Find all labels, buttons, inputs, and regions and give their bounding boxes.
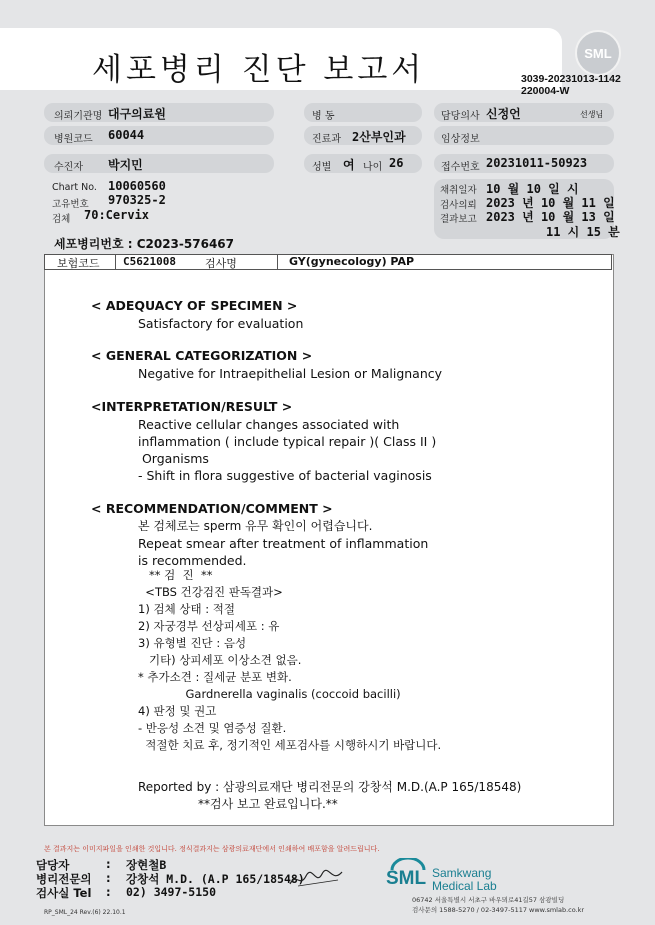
recommendation-line: 기타) 상피세포 이상소견 없음. (138, 653, 302, 667)
signature-image (288, 868, 344, 890)
brand-name-1: Samkwang (432, 866, 492, 880)
specimen-label: 검체 (52, 214, 71, 225)
collect-value: 10 월 10 일 시 (486, 182, 579, 196)
recommendation-line: 3) 유형별 진단 : 음성 (138, 636, 247, 650)
recommendation-line: 4) 판정 및 권고 (138, 704, 217, 718)
reported-by: Reported by : 삼광의료재단 병리전문의 강창석 M.D.(A.P 165/18548) (138, 780, 522, 794)
dept-value: 2산부인과 (352, 130, 406, 144)
pathology-number: 세포병리번호 : C2023-576467 (54, 237, 234, 251)
recommendation-heading: < RECOMMENDATION/COMMENT > (91, 501, 333, 516)
sml-logo-text: SML (584, 45, 612, 61)
interpretation-line: - Shift in flora suggestive of bacterial vaginosis (138, 468, 432, 483)
interpretation-line: Organisms (138, 451, 209, 466)
recommendation-line: - 반응성 소견 및 염증성 질환. (138, 721, 287, 735)
recommendation-line: 2) 자궁경부 선상피세포 : 유 (138, 619, 280, 633)
lab-tel-value: 02) 3497-5150 (126, 885, 217, 899)
hospcode-value: 60044 (108, 128, 145, 142)
doctor-value: 신정언 (486, 107, 521, 121)
print-notice: 본 결과지는 이미지파일을 인쇄한 것입니다. 정식결과지는 삼광의료재단에서 인쇄하여 배포함을 알려드립니다. (44, 845, 380, 853)
patient-value: 박지민 (108, 158, 143, 172)
recommendation-line: <TBS 건강검진 판독결과> (138, 585, 283, 599)
pathologist-label: 병리전문의 (36, 872, 92, 886)
unique-label: 고유번호 (52, 199, 89, 210)
insurance-code-label: 보험코드 (57, 257, 100, 270)
patient-label: 수진자 (54, 162, 83, 173)
colon: : (106, 885, 111, 899)
brand-sml-text: SML (386, 868, 427, 889)
code-divider-2 (277, 255, 278, 269)
dept-label: 진료과 (312, 134, 341, 145)
form-code: RP_SML_24 Rev.(6) 22.10.1 (44, 909, 126, 916)
sml-logo (575, 30, 621, 76)
general-text: Negative for Intraepithelial Lesion or Malignancy (138, 366, 443, 381)
test-name-label: 검사명 (205, 257, 237, 270)
insurance-code-value: C5621008 (123, 255, 176, 268)
age-value: 26 (389, 156, 404, 170)
colon: : (106, 857, 111, 871)
interpretation-line: inflammation ( include typical repair )( Class II ) (138, 434, 437, 449)
chart-label: Chart No. (52, 182, 97, 193)
responsible-value: 장현철B (126, 858, 167, 872)
recommendation-line: ** 검 진 ** (138, 568, 213, 582)
clinical-label: 임상정보 (441, 134, 480, 145)
brand-address: 06742 서울특별시 서초구 바우뫼로41길57 삼광빌딩 (412, 896, 565, 904)
brand-name-2: Medical Lab (432, 879, 497, 893)
report-date-label: 결과보고 (440, 214, 477, 225)
age-label: 나이 (363, 162, 383, 173)
recommendation-line: Repeat smear after treatment of inflammation (138, 536, 429, 551)
request-value: 2023 년 10 월 11 일 (486, 196, 615, 210)
sex-value: 여 (343, 158, 355, 172)
closing-text: **검사 보고 완료입니다.** (198, 797, 338, 811)
lab-tel-label: 검사실 Tel (36, 886, 92, 900)
colon: : (106, 871, 111, 885)
doctor-suffix: 선생님 (580, 110, 604, 119)
chart-value: 10060560 (108, 179, 166, 193)
doctor-label: 담당의사 (441, 111, 480, 122)
hospcode-label: 병원코드 (54, 134, 93, 145)
recommendation-line: 본 검체로는 sperm 유무 확인이 어렵습니다. (138, 519, 373, 533)
adequacy-heading: < ADEQUACY OF SPECIMEN > (91, 298, 298, 313)
recommendation-line: Gardnerella vaginalis (coccoid bacilli) (138, 687, 401, 701)
receipt-label: 접수번호 (441, 162, 480, 173)
doc-number-1: 3039-20231013-1142 (521, 73, 621, 85)
interpretation-line: Reactive cellular changes associated with (138, 417, 400, 432)
doc-number-2: 220004-W (521, 85, 570, 97)
general-heading: < GENERAL CATEGORIZATION > (91, 348, 313, 363)
specimen-value: 70:Cervix (84, 208, 150, 222)
unique-value: 970325-2 (108, 193, 166, 207)
hospital-label: 의뢰기관명 (54, 111, 103, 122)
responsible-label: 담당자 (36, 858, 70, 872)
adequacy-text: Satisfactory for evaluation (138, 316, 304, 331)
receipt-value: 20231011-50923 (486, 156, 588, 170)
sex-label: 성별 (312, 162, 332, 173)
report-title: 세포병리 진단 보고서 (92, 52, 426, 88)
ward-label: 병 동 (312, 111, 335, 122)
report-time-value: 11 시 15 분 (546, 225, 620, 239)
hospital-value: 대구의료원 (108, 107, 166, 121)
pathologist-value: 강창석 M.D. (A.P 165/18548) (126, 872, 305, 886)
collect-label: 채취일자 (440, 185, 477, 196)
test-name-value: GY(gynecology) PAP (289, 255, 415, 268)
recommendation-line: 1) 검체 상태 : 적절 (138, 602, 235, 616)
request-label: 검사의뢰 (440, 200, 477, 211)
recommendation-line: 적절한 치료 후, 정기적인 세포검사를 시행하시기 바랍니다. (138, 738, 442, 752)
report-date-value: 2023 년 10 월 13 일 (486, 210, 615, 224)
brand-contact: 검사문의 1588-5270 / 02-3497-5117 www.smlab.co.kr (412, 906, 585, 914)
recommendation-line: is recommended. (138, 553, 247, 568)
test-code-row (44, 254, 612, 270)
recommendation-line: * 추가소견 : 질세균 분포 변화. (138, 670, 292, 684)
interpretation-heading: <INTERPRETATION/RESULT > (91, 399, 293, 414)
code-divider-1 (115, 255, 116, 269)
